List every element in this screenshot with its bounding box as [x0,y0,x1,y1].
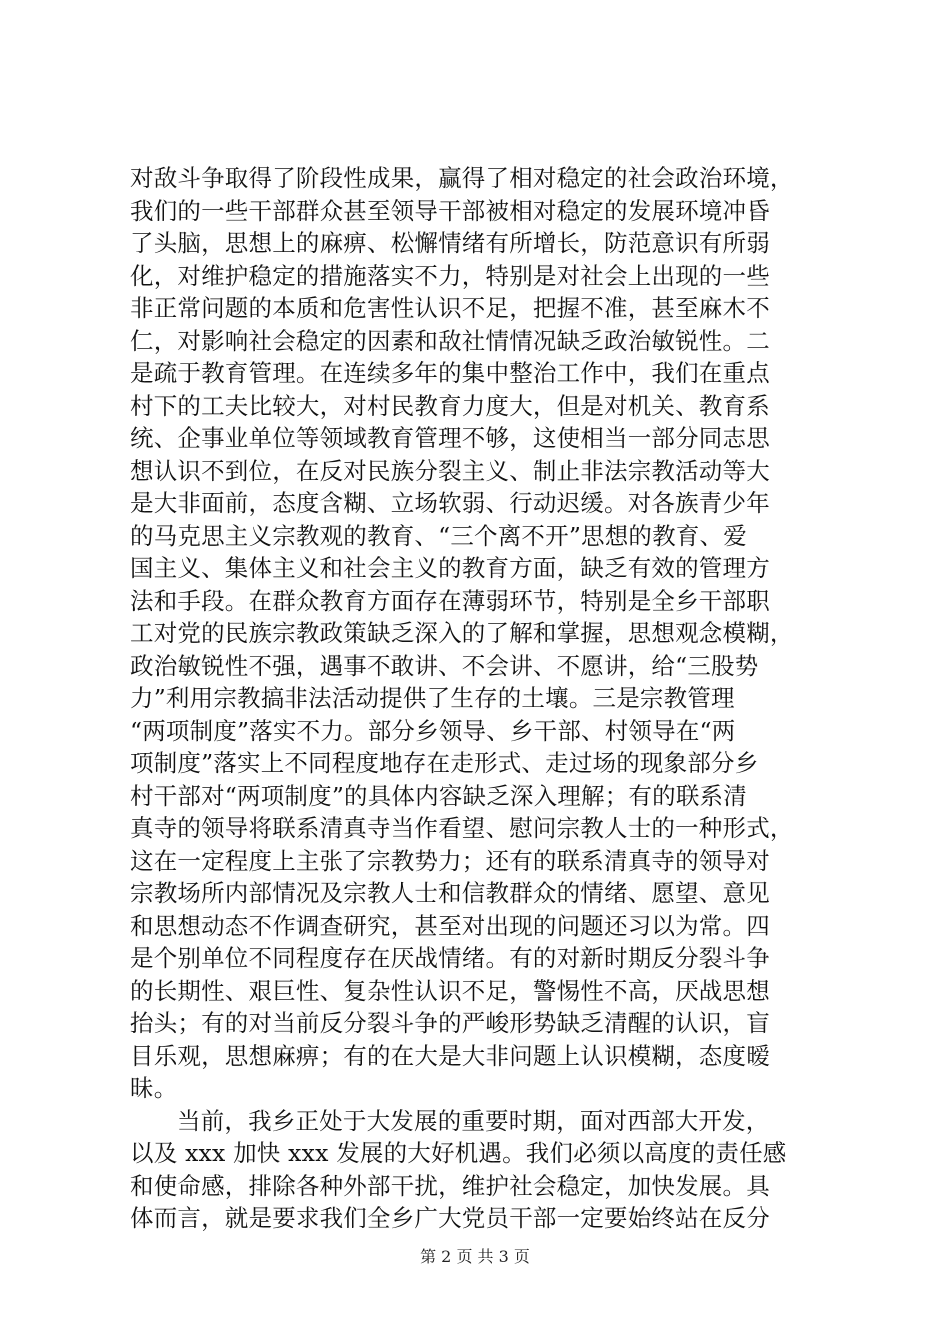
text-line: 是疏于教育管理。在连续多年的集中整治工作中，我们在重点 [130,359,770,387]
text-line: 和使命感，排除各种外部干扰，维护社会稳定，加快发展。具 [130,1171,770,1200]
text-line: 昧。 [130,1074,178,1102]
text-line: 的长期性、艰巨性、复杂性认识不足，警惕性不高，厌战思想 [130,976,770,1005]
text-line: 国主义、集体主义和社会主义的教育方面，缺乏有效的管理方 [130,554,770,582]
text-line: 真寺的领导将联系清真寺当作看望、慰问宗教人士的一种形式， [130,814,794,842]
page-number-footer: 第 2 页 共 3 页 [420,1247,530,1266]
text-line: 法和手段。在群众教育方面存在薄弱环节，特别是全乡干部职 [130,586,770,615]
text-line: 非正常问题的本质和危害性认识不足，把握不准，甚至麻木不 [130,294,770,322]
text-line: 仁，对影响社会稳定的因素和敌社情情况缺乏政治敏锐性。二 [130,326,770,355]
text-line: 的马克思主义宗教观的教育、“三个离不开”思想的教育、爱 [130,521,747,550]
text-line: 宗教场所内部情况及宗教人士和信教群众的情绪、愿望、意见 [130,879,770,907]
text-line: 目乐观，思想麻痹；有的在大是大非问题上认识模糊，态度暧 [130,1041,770,1070]
text-line: 力”利用宗教搞非法活动提供了生存的土壤。三是宗教管理 [130,684,735,712]
text-line: 想认识不到位，在反对民族分裂主义、制止非法宗教活动等大 [130,456,770,485]
text-line: 化，对维护稳定的措施落实不力，特别是对社会上出现的一些 [130,261,770,290]
text-line: 这在一定程度上主张了宗教势力；还有的联系清真寺的领导对 [130,846,770,875]
paragraph-first-line: 当前，我乡正处于大发展的重要时期，面对西部大开发， [177,1106,770,1135]
document-body [130,162,830,1235]
text-line: 抬头；有的对当前反分裂斗争的严峻形势缺乏清醒的认识，盲 [130,1009,770,1037]
text-line: 工对党的民族宗教政策缺乏深入的了解和掌握，思想观念模糊， [130,619,794,647]
text-line: 对敌斗争取得了阶段性成果，赢得了相对稳定的社会政治环境， [130,164,794,192]
text-line: 体而言，就是要求我们全乡广大党员干部一定要始终站在反分 [130,1204,770,1232]
text-line: 以及 xxx 加快 xxx 发展的大好机遇。我们必须以高度的责任感 [130,1139,787,1167]
text-line: “两项制度”落实不力。部分乡领导、乡干部、村领导在“两 [130,716,736,745]
text-line: 我们的一些干部群众甚至领导干部被相对稳定的发展环境冲昏 [130,196,770,225]
text-line: 是个别单位不同程度存在厌战情绪。有的对新时期反分裂斗争 [130,944,770,972]
text-line: 村下的工夫比较大，对村民教育力度大，但是对机关、教育系 [130,391,770,420]
text-line: 统、企事业单位等领域教育管理不够，这使相当一部分同志思 [130,424,770,452]
text-line: 政治敏锐性不强，遇事不敢讲、不会讲、不愿讲，给“三股势 [130,651,759,680]
text-line: 项制度”落实上不同程度地存在走形式、走过场的现象部分乡 [130,749,759,777]
text-line: 了头脑，思想上的麻痹、松懈情绪有所增长，防范意识有所弱 [130,229,770,257]
text-line: 是大非面前，态度含糊、立场软弱、行动迟缓。对各族青少年 [130,489,770,517]
text-line: 和思想动态不作调查研究，甚至对出现的问题还习以为常。四 [130,911,770,940]
text-line: 村干部对“两项制度”的具体内容缺乏深入理解；有的联系清 [130,781,747,810]
